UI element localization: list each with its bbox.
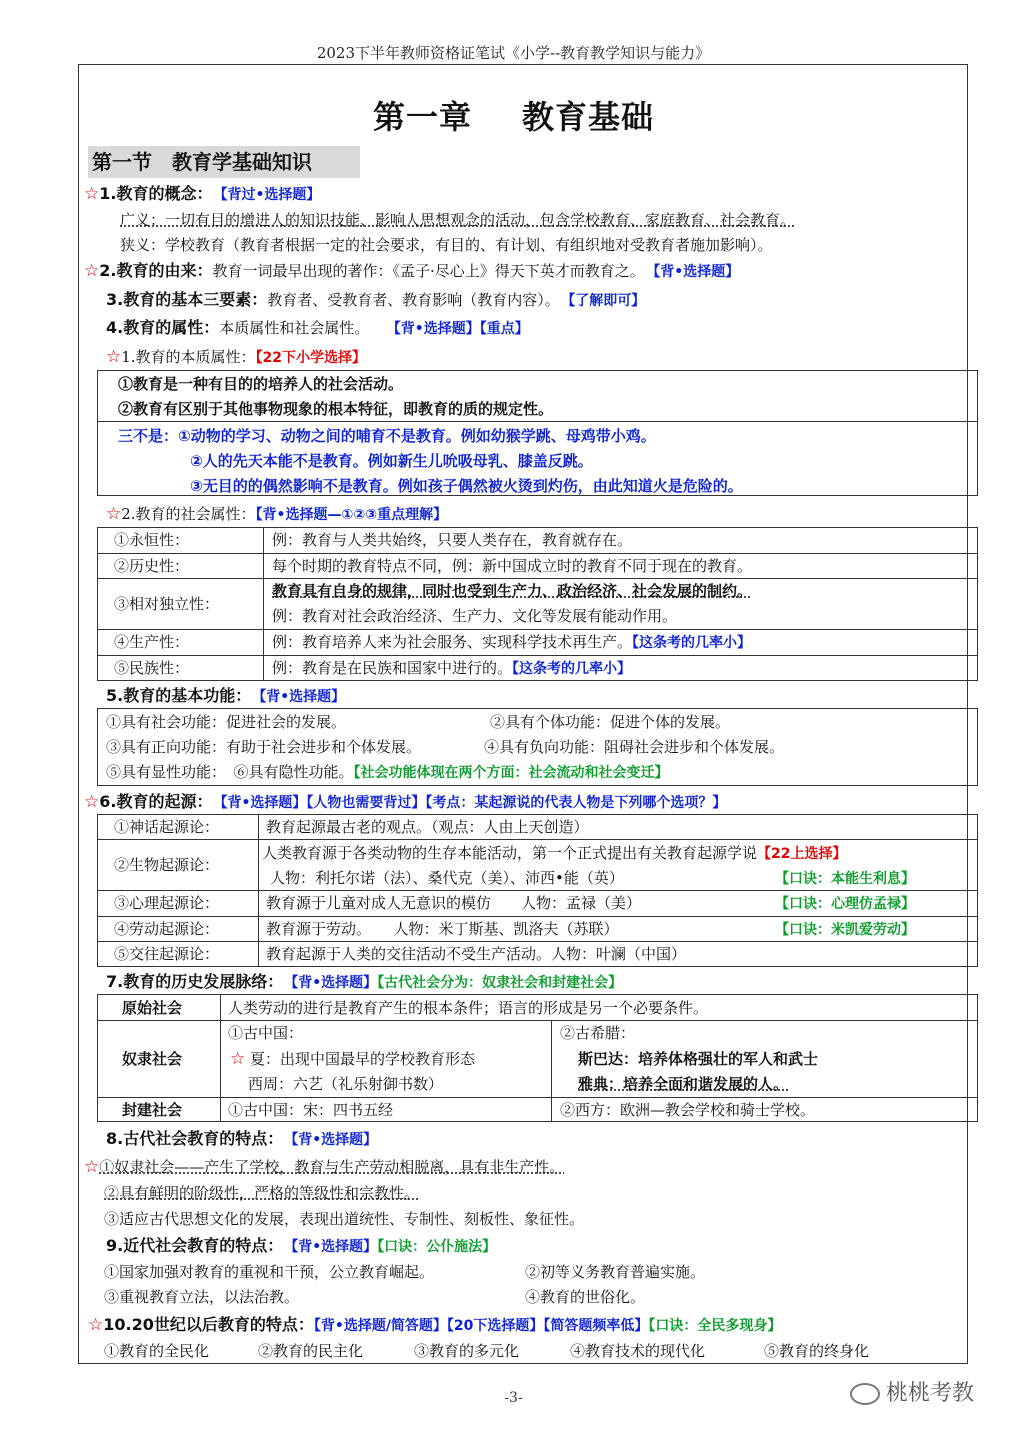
mnemonic: 【口诀：米凯爱劳动】 [775, 922, 915, 938]
heading-2: ☆2.教育的由来：教育一词最早出现的著作：《孟子·尽心上》得天下英才而教育之。 【背•选择题】 [84, 261, 740, 281]
star-icon: ☆ [84, 792, 100, 812]
table-row-value: 例：教育对社会政治经济、生产力、文化等发展有能动作用。 [272, 607, 678, 625]
feature-item: ③教育的多元化 [414, 1342, 520, 1360]
essence-item: ①教育是一种有目的的培养人的社会活动。 [118, 375, 404, 393]
function-item: ①具有社会功能：促进社会的发展。 [106, 713, 347, 731]
feature-item: ☆①奴隶社会——产生了学校，教育与生产劳动相脱离，具有非生产性。 [84, 1157, 565, 1177]
table-row-value: 人物：利托尔诺（法）、桑代克（美）、沛西•能（英） [270, 869, 624, 887]
era-label: 奴隶社会 [122, 1050, 183, 1068]
heading-7: 7.教育的历史发展脉络： 【背•选择题】【古代社会分为：奴隶社会和封建社会】 [106, 972, 623, 991]
sub-heading-social: ☆2.教育的社会属性：【背•选择题—①②③重点理解】 [106, 504, 448, 524]
heading-5: 5.教育的基本功能： 【背•选择题】 [106, 686, 346, 705]
table-row-label: ④劳动起源论： [114, 920, 220, 938]
table-row-label: ①永恒性： [114, 531, 190, 549]
era-value: ①古中国：宋：四书五经 [228, 1101, 394, 1119]
not-education-item: ②人的先天本能不是教育。例如新生儿吮吸母乳、膝盖反跳。 [190, 452, 593, 470]
table-row-label: ①神话起源论： [114, 818, 220, 836]
feature-item: ②教育的民主化 [258, 1342, 364, 1360]
feature-item: ①国家加强对教育的重视和干预，公立教育崛起。 [104, 1263, 435, 1281]
function-item: ②具有个体功能：促进个体的发展。 [490, 713, 731, 731]
mnemonic: 【口诀：心理仿孟禄】 [775, 896, 915, 912]
heading-8: 8.古代社会教育的特点： 【背•选择题】 [106, 1129, 378, 1148]
page-header: 2023下半年教师资格证笔试《小学--教育教学知识与能力》 [316, 44, 711, 62]
function-item: ④具有负向功能：阻碍社会进步和个体发展。 [484, 738, 785, 756]
heading-6: ☆6.教育的起源： 【背•选择题】【人物也需要背过】【考点：某起源说的代表人物是下列哪个选项？】 [84, 792, 727, 812]
wechat-icon [850, 1383, 880, 1405]
heading-10: ☆10.20世纪以后教育的特点：【背•选择题/简答题】【20下选择题】【简答题频率低】【口诀：全民多现身】 [88, 1315, 782, 1335]
table-row-value: 教育起源最古老的观点。（观点：人由上天创造） [266, 818, 589, 836]
chapter-number: 第一章 [372, 98, 472, 136]
table-row-label: ⑤民族性： [114, 659, 190, 677]
star-icon: ☆ [106, 504, 122, 524]
heading-3: 3.教育的基本三要素：教育者、受教育者、教育影响（教育内容）。 【了解即可】 [106, 290, 646, 309]
table-row-value: 教育源于儿童对成人无意识的模仿 人物：孟禄（美） [266, 894, 642, 912]
not-education-item: 三不是：①动物的学习、动物之间的哺育不是教育。例如幼猴学跳、母鸡带小鸡。 [118, 427, 656, 445]
star-icon: ☆ [88, 1315, 104, 1335]
chapter-title [0, 92, 1027, 138]
sub-heading-essence: ☆1.教育的本质属性：【22下小学选择】 [106, 347, 367, 367]
page-number: -3- [504, 1390, 523, 1406]
star-icon: ☆ [84, 261, 100, 281]
era-value: 人类劳动的进行是教育产生的根本条件；语言的形成是另一个必要条件。 [228, 999, 709, 1017]
feature-item: ②具有鲜明的阶级性，严格的等级性和宗教性。 [104, 1184, 420, 1202]
era-value: 西周：六艺（礼乐射御书数） [248, 1075, 444, 1093]
not-education-item: ③无目的的偶然影响不是教育。例如孩子偶然被火烫到灼伤，由此知道火是危险的。 [190, 477, 743, 495]
concept-narrow: 狭义：学校教育（教育者根据一定的社会要求，有目的、有计划、有组织地对受教育者施加影响）。 [120, 236, 773, 254]
concept-broad: 广义：一切有目的增进人的知识技能、影响人思想观念的活动，包含学校教育、家庭教育、社会教育。 [120, 211, 796, 229]
star-icon: ☆ [106, 347, 122, 367]
table-row-value: 教育起源于人类的交往活动不受生产活动。人物：叶澜（中国） [266, 945, 687, 963]
table-row-value: 例：教育培养人来为社会服务、实现科学技术再生产。【这条考的几率小】 [272, 633, 752, 651]
star-icon: ☆ [84, 184, 100, 204]
essence-item: ②教育有区别于其他事物现象的根本特征，即教育的质的规定性。 [118, 400, 554, 418]
section-title: 第一节 教育学基础知识 [88, 146, 360, 178]
feature-item: ⑤教育的终身化 [764, 1342, 870, 1360]
feature-item: ①教育的全民化 [104, 1342, 210, 1360]
era-value: ②西方：欧洲—教会学校和骑士学校。 [560, 1101, 816, 1119]
star-icon: ☆ [230, 1049, 246, 1069]
table-row-value: 教育源于劳动。 人物：米丁斯基、凯洛夫（苏联） [266, 920, 619, 938]
table-row-label: ③相对独立性： [114, 595, 220, 613]
table-row-label: ④生产性： [114, 633, 190, 651]
table-row-value: 教育具有自身的规律，同时也受到生产力、政治经济、社会发展的制约。 [272, 582, 753, 600]
mnemonic: 【口诀：本能生利息】 [775, 871, 915, 887]
feature-item: ③重视教育立法，以法治教。 [104, 1288, 300, 1306]
era-value: ☆ 夏：出现中国最早的学校教育形态 [230, 1049, 476, 1069]
feature-item: ②初等义务教育普遍实施。 [525, 1263, 706, 1281]
table-row-value: 例：教育是在民族和国家中进行的。【这条考的几率小】 [272, 659, 632, 677]
function-item: ⑤具有显性功能： ⑥具有隐性功能。【社会功能体现在两个方面：社会流动和社会变迁】 [106, 763, 669, 781]
feature-item: ③适应古代思想文化的发展，表现出道统性、专制性、刻板性、象征性。 [104, 1210, 585, 1228]
heading-1: ☆1.教育的概念： 【背过•选择题】 [84, 184, 321, 204]
heading-9: 9.近代社会教育的特点： 【背•选择题】【口诀：公仆施法】 [106, 1236, 497, 1255]
watermark: 桃桃考教 [850, 1376, 974, 1407]
chapter-name: 教育基础 [522, 98, 655, 136]
table-row-label: ⑤交往起源论： [114, 945, 220, 963]
table-row-value: 例：教育与人类共始终，只要人类存在，教育就存在。 [272, 531, 633, 549]
feature-item: ④教育的世俗化。 [525, 1288, 646, 1306]
table-row-label: ③心理起源论： [114, 894, 220, 912]
feature-item: ④教育技术的现代化 [570, 1342, 706, 1360]
era-label: 封建社会 [122, 1101, 183, 1119]
star-icon: ☆ [84, 1157, 100, 1177]
era-label: 原始社会 [122, 999, 183, 1017]
era-value: 雅典：培养全面和谐发展的人。 [578, 1075, 789, 1093]
function-item: ③具有正向功能：有助于社会进步和个体发展。 [106, 738, 422, 756]
era-value: ②古希腊： [560, 1024, 636, 1042]
era-value: 斯巴达：培养体格强壮的军人和武士 [578, 1050, 819, 1068]
table-row-label: ②生物起源论： [114, 856, 220, 874]
heading-4: 4.教育的属性：本质属性和社会属性。 【背•选择题】【重点】 [106, 318, 529, 337]
era-value: ①古中国： [228, 1024, 304, 1042]
table-row-label: ②历史性： [114, 557, 190, 575]
table-row-value: 人类教育源于各类动物的生存本能活动，第一个正式提出有关教育起源学说【22上选择】 [262, 844, 847, 862]
table-row-value: 每个时期的教育特点不同，例：新中国成立时的教育不同于现在的教育。 [272, 557, 753, 575]
